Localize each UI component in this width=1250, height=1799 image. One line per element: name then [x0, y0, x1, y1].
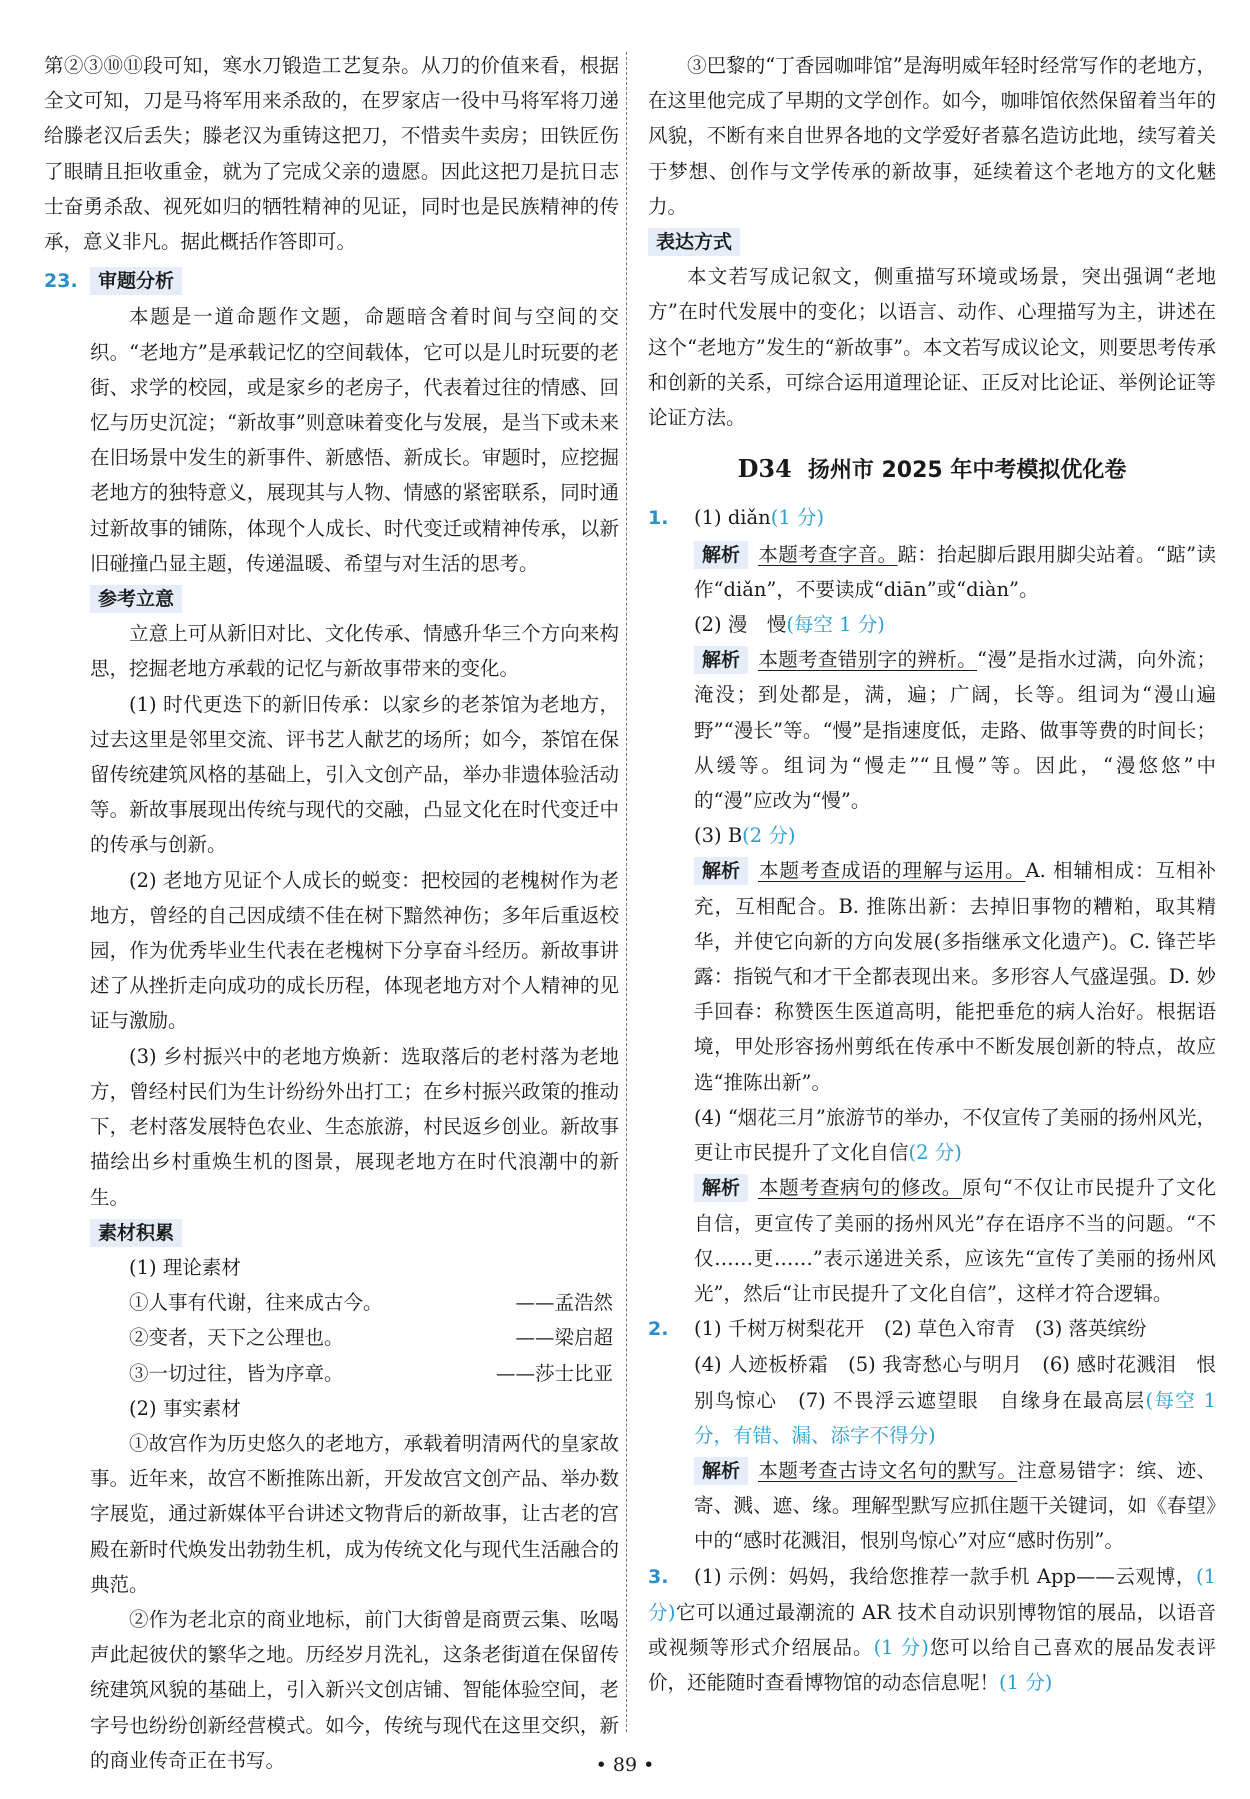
quote-text: ②变者，天下之公理也。	[129, 1326, 344, 1350]
answer: (3) 落英缤纷	[1034, 1317, 1147, 1341]
explanation-topic: 本题考查字音。	[758, 542, 898, 566]
answer: (2) 漫 慢	[694, 613, 787, 637]
score-note: (2 分)	[908, 1141, 962, 1165]
analysis-continuation: 第②③⑩⑪段可知，寒水刀锻造工艺复杂。从刀的价值来看，根据全文可知，刀是马将军用来杀敌的，在罗家店一役中马将军将刀递给滕老汉后丢失；滕老汉为重铸这把刀，不惜卖牛卖房；田铁匠伤了眼睛且拒收重金，就为了完成父亲的遗愿。因此这把刀是抗日志士奋勇杀敌、视死如归的牺牲精神的见证，同时也是民族精神的传承，意义非凡。据此概括作答即可。	[44, 54, 619, 254]
answer: (7) 不畏浮云遮望眼	[798, 1388, 979, 1412]
paragraph: 本文若写成记叙文，侧重描写环境或场景，突出强调“老地方”在时代发展中的变化；以语言、动作、心理描写为主，讲述在这个“老地方”发生的“新故事”。本文若写成议论文，则要思考传承和创新的关系，可综合运用道理论证、正反对比论证、举例论证等论证方法。	[648, 265, 1216, 430]
score-note: (1 分)	[873, 1635, 929, 1659]
section-badge: 审题分析	[90, 267, 182, 295]
answer: 您可以给自己喜欢的展品发表评价，还能随时查看博物馆的动态信息呢！	[648, 1635, 1216, 1695]
column-divider	[626, 52, 627, 1732]
question-number: 23.	[44, 270, 78, 293]
subheading: (1) 理论素材	[129, 1255, 241, 1279]
score-note: (每空 1 分，有错、漏、添字不得分)	[694, 1388, 1216, 1447]
answer: (4) “烟花三月”旅游节的举办，不仅宣传了美丽的扬州风光，更让市民提升了文化自信	[694, 1105, 1216, 1165]
question-1	[648, 500, 1216, 1311]
score-note: (1 分)	[770, 506, 825, 530]
answer: (1) 示例：妈妈，我给您推荐一款手机 App——云观博，	[694, 1564, 1196, 1588]
paragraph: ②作为老北京的商业地标，前门大街曾是商贾云集、吆喝声此起彼伏的繁华之地。历经岁月洗礼，这条老街道在保留传统建筑风貌的基础上，引入新兴文创店铺、智能体验空间，老字号也纷纷创新经营模式。如今，传统与现代在这里交织，新的商业传奇正在书写。	[90, 1607, 619, 1772]
question-23	[44, 263, 619, 581]
explanation-topic: 本题考查病句的修改。	[758, 1176, 963, 1200]
answer: (4) 人迹板桥霜	[694, 1353, 829, 1377]
quote-source: ——孟浩然	[515, 1291, 613, 1315]
exam-code: D34	[737, 454, 792, 484]
paragraph: 立意上可从新旧对比、文化传承、情感升华三个方向来构思，挖掘老地方承载的记忆与新故事带来的变化。	[90, 622, 619, 681]
question-number: 3.	[648, 1565, 669, 1588]
quote-text: ①人事有代谢，往来成古今。	[129, 1291, 383, 1315]
answer: (3) B	[694, 824, 743, 848]
score-note: (2 分)	[742, 824, 796, 848]
explanation-badge: 解析	[694, 646, 748, 674]
explanation-badge: 解析	[694, 1174, 748, 1202]
explanation-text: A. 相辅相成：互相补充，互相配合。B. 推陈出新：去掉旧事物的糟粕，取其精华，并使它向新的方向发展(多指继承文化遗产)。C. 锋芒毕露：指锐气和才干全都表现出来。多形容人气盛逞强。D. 妙手回春：称赞医生医道高明，能把垂危的病人治好。根据语境，甲处形容扬州剪纸在传承中不断发展创新的特点，故应选“推陈出新”。	[694, 859, 1216, 1094]
score-note: (每空 1 分)	[786, 613, 885, 637]
answer: (1) 千树万树梨花开	[694, 1317, 865, 1341]
question-number: 1.	[648, 507, 669, 530]
answer: (6) 感时花溅泪	[1042, 1353, 1177, 1377]
quote-source: ——梁启超	[515, 1326, 613, 1350]
section-badge: 表达方式	[648, 228, 740, 256]
section-badge: 素材积累	[90, 1219, 182, 1247]
left-column	[44, 48, 619, 1778]
paragraph: ③巴黎的“丁香园咖啡馆”是海明威年轻时经常写作的老地方，在这里他完成了早期的文学创作。如今，咖啡馆依然保留着当年的风貌，不断有来自世界各地的文学爱好者慕名造访此地，续写着关于梦想、创作与文学传承的新故事，延续着这个老地方的文化魅力。	[648, 54, 1216, 218]
explanation-topic: 本题考查成语的理解与运用。	[758, 859, 1026, 883]
quote-line	[44, 1356, 619, 1391]
explanation-text: 注意易错字：缤、迹、寄、溅、遮、缘。理解型默写应抓住题干关键词，如《春望》中的“感时花溅泪，恨别鸟惊心”对应“感时伤别”。	[694, 1458, 1216, 1553]
answer: (2) 草色入帘青	[883, 1317, 1016, 1341]
answer: (5) 我寄愁心与明月	[848, 1353, 1023, 1377]
explanation-badge: 解析	[694, 541, 748, 569]
answer: 自缘身在最高层	[999, 1388, 1146, 1412]
quote-source: ——莎士比亚	[495, 1361, 613, 1385]
paragraph: 本题是一道命题作文题，命题暗含着时间与空间的交织。“老地方”是承载记忆的空间载体，它可以是儿时玩要的老街、求学的校园，或是家乡的老房子，代表着过往的情感、回忆与历史沉淀；“新故事”则意味着变化与发展，是当下或未来在旧场景中发生的新事件、新感悟、新成长。审题时，应挖掘老地方的独特意义，展现其与人物、情感的紧密联系，同时通过新故事的铺陈，体现个人成长、时代变迁或精神传承，以新旧碰撞凸显主题，传递温暖、希望与对生活的思考。	[90, 305, 619, 575]
right-column	[648, 48, 1216, 1700]
score-note: (1 分)	[999, 1671, 1053, 1695]
quote-text: ③一切过往，皆为序章。	[129, 1361, 344, 1385]
paragraph: ①故宫作为历史悠久的老地方，承载着明清两代的皇家故事。近年来，故宫不断推陈出新，开发故宫文创产品、举办数字展览，通过新媒体平台讲述文物背后的新故事，让古老的宫殿在新时代焕发出勃勃生机，成为传统文化与现代生活融合的典范。	[90, 1431, 619, 1596]
explanation-topic: 本题考查错别字的辨析。	[758, 648, 978, 672]
exam-title	[648, 451, 1216, 488]
paragraph: (1) 时代更迭下的新旧传承：以家乡的老茶馆为老地方，过去这里是邻里交流、评书艺人献艺的场所；如今，茶馆在保留传统建筑风格的基础上，引入文创产品，举办非遗体验活动等。新故事展现出传统与现代的交融，凸显文化在时代变迁中的传承与创新。	[90, 692, 619, 857]
question-number: 2.	[648, 1318, 669, 1341]
score-note: (1 分)	[648, 1564, 1216, 1624]
answer: 它可以通过最潮流的 AR 技术自动识别博物馆的展品，以语音或视频等形式介绍展品。	[648, 1600, 1216, 1659]
paragraph: (3) 乡村振兴中的老地方焕新：选取落后的老村落为老地方，曾经村民们为生计纷纷外出打工；在乡村振兴政策的推动下，老村落发展特色农业、生态旅游，村民返乡创业。新故事描绘出乡村重焕生机的图景，展现老地方在时代浪潮中的新生。	[90, 1044, 619, 1209]
question-2	[648, 1311, 1216, 1558]
section-badge: 参考立意	[90, 585, 182, 613]
question-3	[648, 1559, 1216, 1701]
explanation-topic: 本题考查古诗文名句的默写。	[758, 1458, 1018, 1482]
explanation-text: “漫”是指水过满，向外流；淹没；到处都是，满，遍；广阔，长等。组词为“漫山遍野”“漫长”等。“慢”是指速度低，走路、做事等费的时间长；从缓等。组词为“慢走”“且慢”等。因此，“漫悠悠”中的“漫”应改为“慢”。	[694, 648, 1216, 813]
quote-line	[44, 1320, 619, 1355]
explanation-badge: 解析	[694, 857, 748, 885]
explanation-text: 踮：抬起脚后跟用脚尖站着。“踮”读作“diǎn”，不要读成“diān”或“diàn”。	[694, 542, 1216, 601]
quote-line	[44, 1285, 619, 1320]
explanation-badge: 解析	[694, 1457, 748, 1485]
answer: (1) diǎn	[694, 506, 771, 530]
paragraph: (2) 老地方见证个人成长的蜕变：把校园的老槐树作为老地方，曾经的自己因成绩不佳在树下黯然神伤；多年后重返校园，作为优秀毕业生代表在老槐树下分享奋斗经历。新故事讲述了从挫折走向成功的成长历程，体现老地方对个人精神的见证与激励。	[90, 868, 619, 1033]
explanation-text: 原句“不仅让市民提升了文化自信，更宣传了美丽的扬州风光”存在语序不当的问题。“不仅……更……”表示递进关系，应该先“宣传了美丽的扬州风光”，然后“让市民提升了文化自信”，这样才符合逻辑。	[694, 1176, 1216, 1305]
page-number: • 89 •	[595, 1754, 655, 1776]
exam-title-text: 扬州市 2025 年中考模拟优化卷	[807, 458, 1127, 484]
subheading: (2) 事实素材	[129, 1396, 241, 1420]
answer: 恨别鸟惊心	[694, 1353, 1216, 1412]
